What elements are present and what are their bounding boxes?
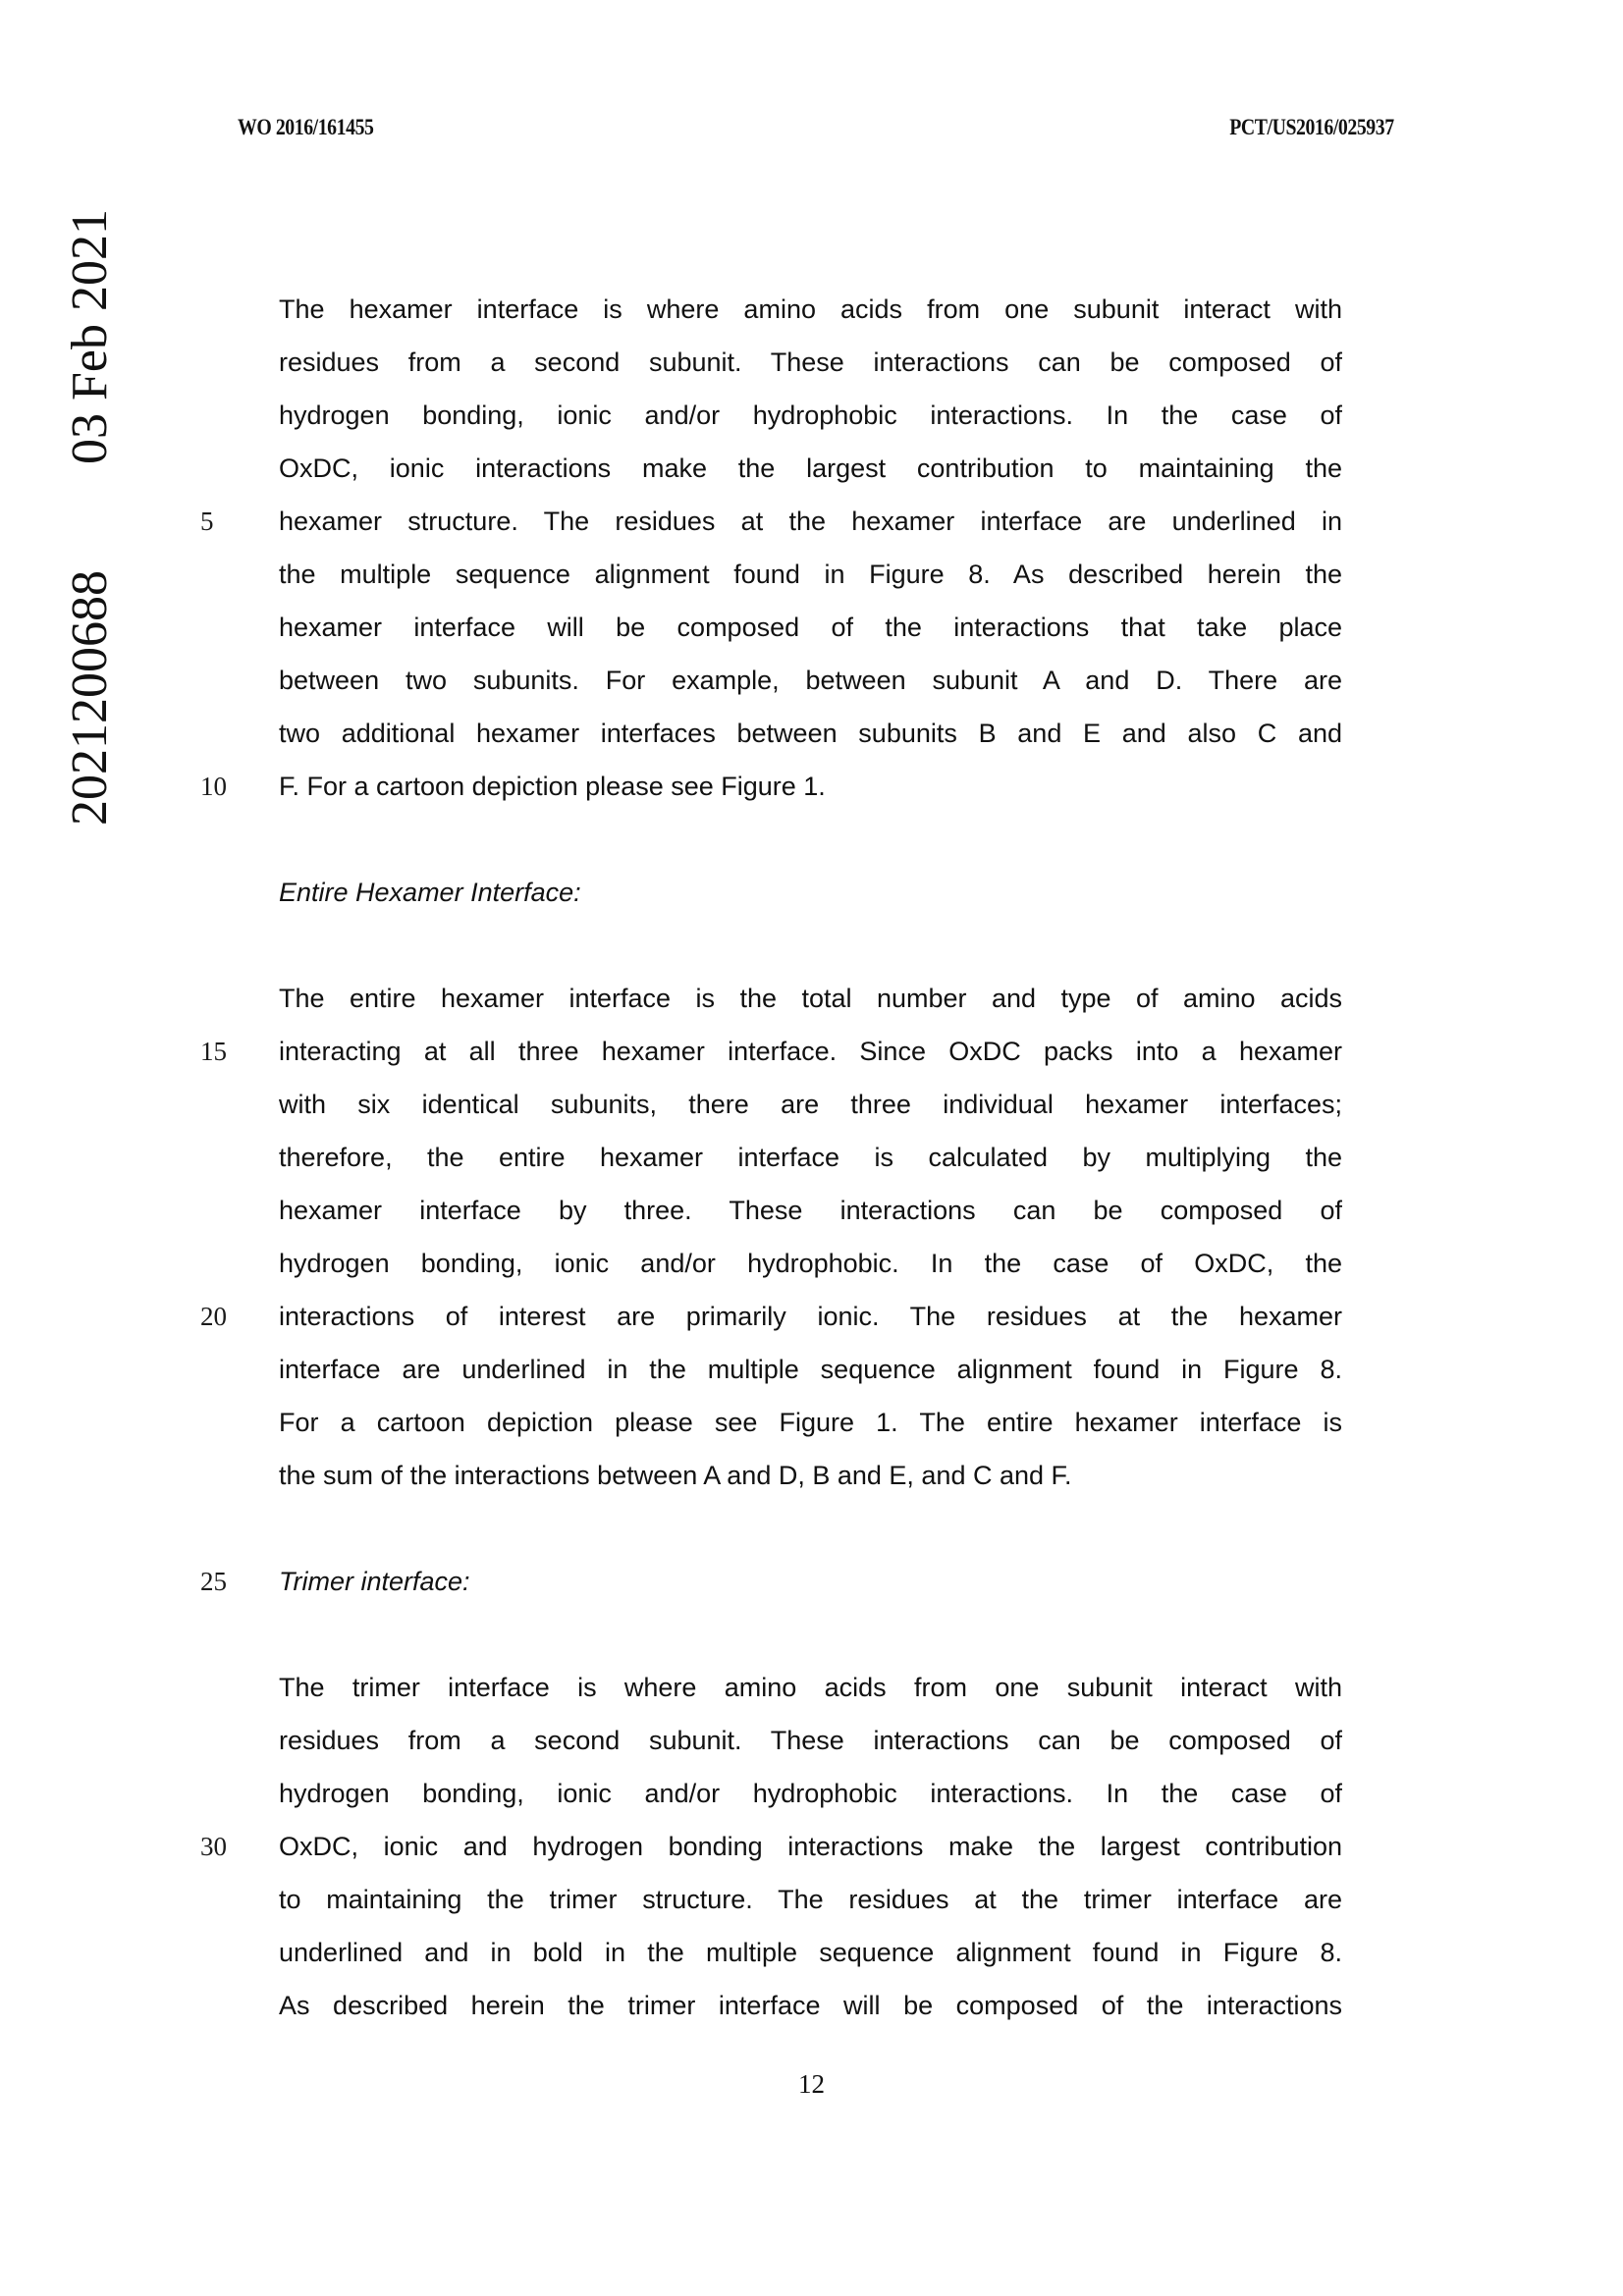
text-line: As described herein the trimer interface will be composed of the interactions	[279, 1991, 1342, 2020]
line-number-15: 15	[200, 1037, 227, 1066]
text-line: residues from a second subunit. These interactions can be composed of	[279, 347, 1342, 377]
text-line: the multiple sequence alignment found in Figure 8. As described herein the	[279, 560, 1342, 589]
text-line: hexamer interface will be composed of the interactions that take place	[279, 613, 1342, 642]
text-line: two additional hexamer interfaces between subunits B and E and also C and	[279, 719, 1342, 748]
text-line: OxDC, ionic and hydrogen bonding interactions make the largest contribution	[279, 1832, 1342, 1861]
text-line: F. For a cartoon depiction please see Figure 1.	[279, 772, 826, 801]
text-line: interface are underlined in the multiple sequence alignment found in Figure 8.	[279, 1355, 1342, 1384]
text-line: to maintaining the trimer structure. The residues at the trimer interface are	[279, 1885, 1342, 1914]
text-line: For a cartoon depiction please see Figure 1. The entire hexamer interface is	[279, 1408, 1342, 1437]
text-line: hydrogen bonding, ionic and/or hydrophobic. In the case of OxDC, the	[279, 1249, 1342, 1278]
page-number: 12	[798, 2069, 825, 2099]
text-line: therefore, the entire hexamer interface is calculated by multiplying the	[279, 1143, 1342, 1172]
text-line: The entire hexamer interface is the total number and type of amino acids	[279, 984, 1342, 1013]
margin-stamp	[62, 209, 118, 826]
text-line: hexamer structure. The residues at the hexamer interface are underlined in	[279, 507, 1342, 536]
text-line: interactions of interest are primarily ionic. The residues at the hexamer	[279, 1302, 1342, 1331]
margin-document-number: 2021200688	[62, 570, 118, 826]
text-line: The trimer interface is where amino acids from one subunit interact with	[279, 1673, 1342, 1702]
line-number-20: 20	[200, 1302, 227, 1331]
text-line: between two subunits. For example, between subunit A and D. There are	[279, 666, 1342, 695]
section-heading-trimer-interface: Trimer interface:	[279, 1567, 470, 1596]
line-number-10: 10	[200, 772, 227, 801]
text-line: hydrogen bonding, ionic and/or hydrophobic interactions. In the case of	[279, 1779, 1342, 1808]
application-number: PCT/US2016/025937	[1229, 115, 1394, 139]
line-number-25: 25	[200, 1567, 227, 1596]
text-line: the sum of the interactions between A and D, B and E, and C and F.	[279, 1461, 1072, 1490]
text-line: interacting at all three hexamer interface. Since OxDC packs into a hexamer	[279, 1037, 1342, 1066]
text-line: hydrogen bonding, ionic and/or hydrophobic interactions. In the case of	[279, 400, 1342, 430]
text-line: underlined and in bold in the multiple sequence alignment found in Figure 8.	[279, 1938, 1342, 1967]
text-line: with six identical subunits, there are three individual hexamer interfaces;	[279, 1090, 1342, 1119]
section-heading-entire-hexamer-interface: Entire Hexamer Interface:	[279, 878, 581, 907]
text-line: residues from a second subunit. These interactions can be composed of	[279, 1726, 1342, 1755]
text-line: OxDC, ionic interactions make the largest contribution to maintaining the	[279, 454, 1342, 483]
line-number-5: 5	[200, 507, 214, 536]
margin-date: 03 Feb 2021	[62, 209, 118, 464]
text-line: hexamer interface by three. These interactions can be composed of	[279, 1196, 1342, 1225]
text-line: The hexamer interface is where amino acids from one subunit interact with	[279, 294, 1342, 324]
line-number-30: 30	[200, 1832, 227, 1861]
publication-number: WO 2016/161455	[238, 115, 374, 139]
